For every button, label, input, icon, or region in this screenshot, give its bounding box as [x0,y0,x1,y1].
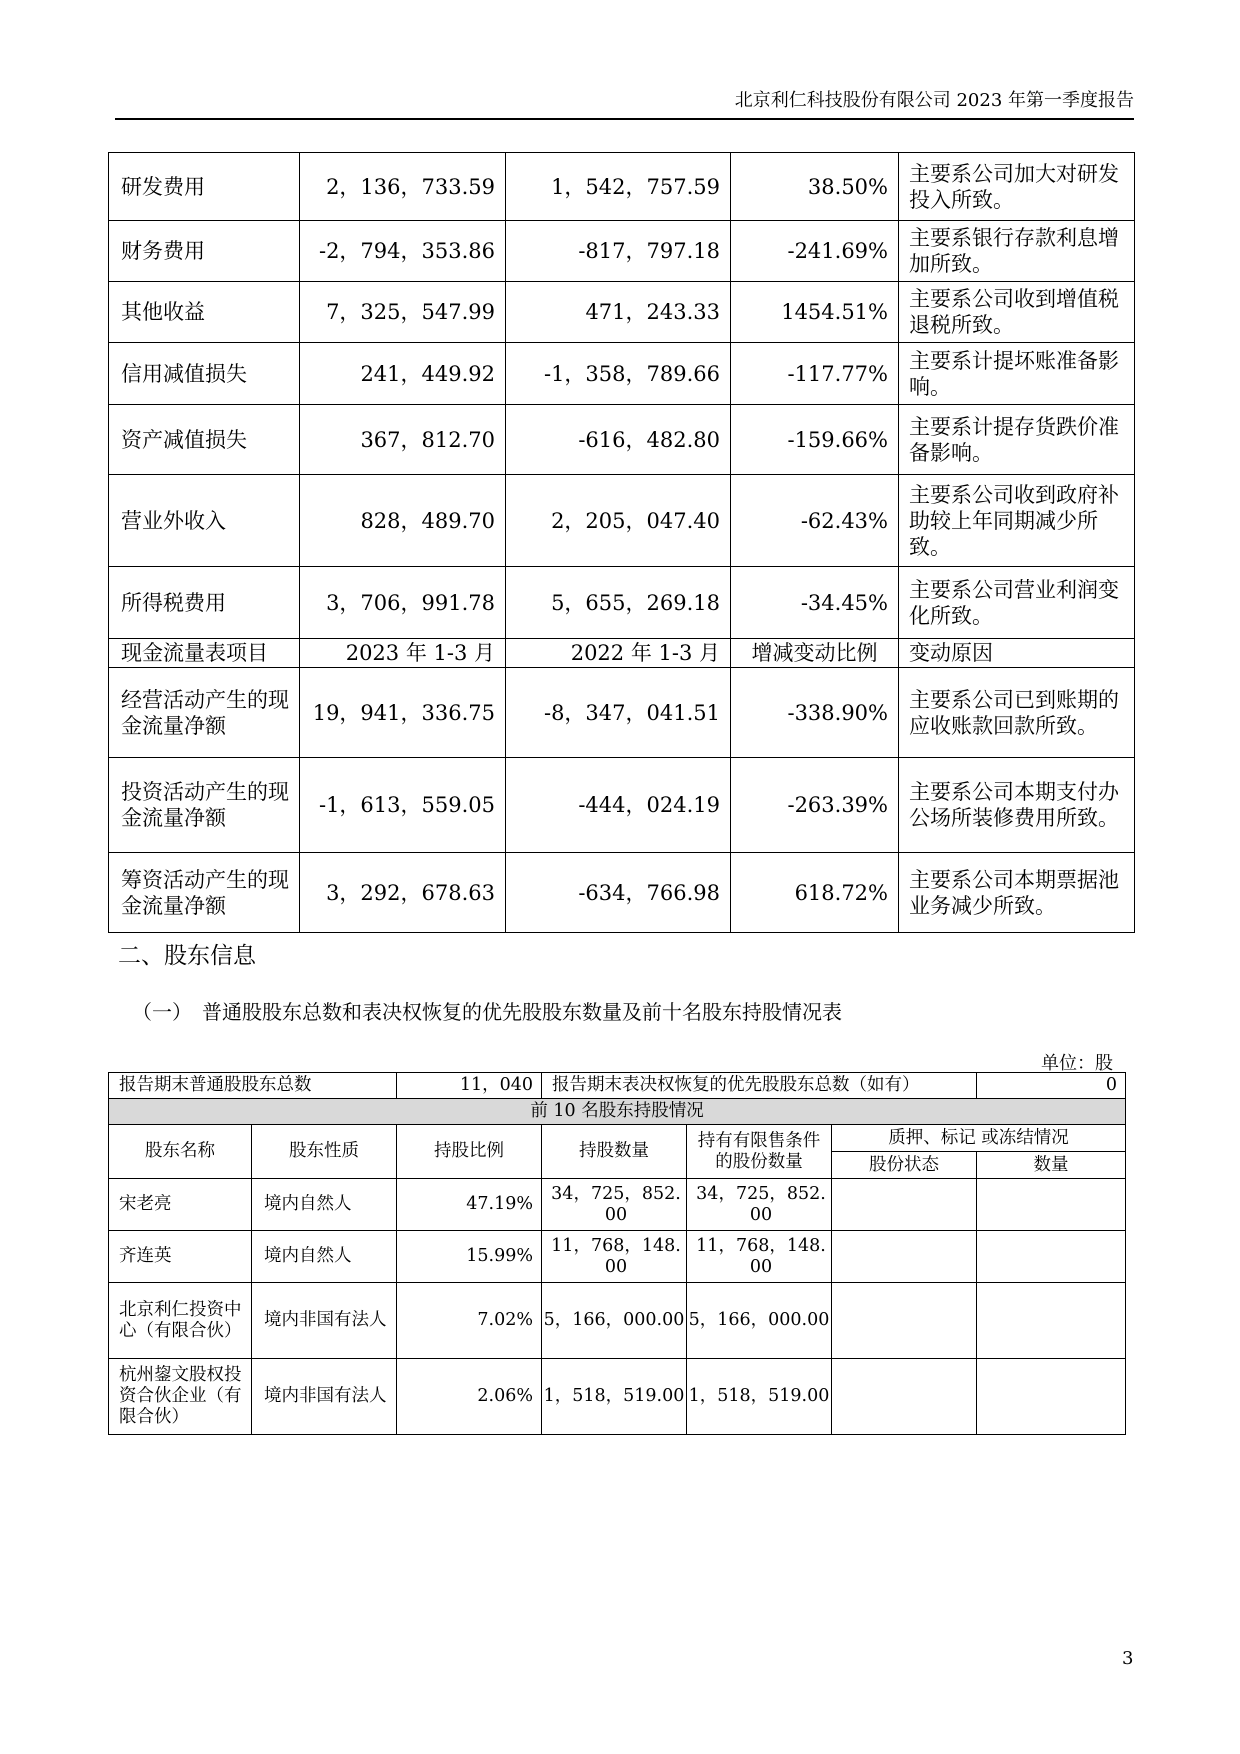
top10-title-row [109,1099,1126,1125]
row-label: 研发费用 [109,153,300,221]
change-reason: 主要系计提坏账准备影响。 [899,343,1135,405]
previous-value: 5，655，269.18 [506,567,731,639]
previous-value: -1，358，789.66 [506,343,731,405]
change-reason: 主要系公司本期支付办公场所装修费用所致。 [899,758,1135,853]
header-name: 股东名称 [109,1125,252,1179]
header-ratio: 持股比例 [397,1125,542,1179]
header-restricted: 持有有限售条件的股份数量 [687,1125,832,1179]
column-header-reason: 变动原因 [899,639,1135,668]
current-value: 2，136，733.59 [300,153,506,221]
change-reason: 主要系公司收到政府补助较上年同期减少所致。 [899,475,1135,567]
pledge-status [832,1359,977,1435]
current-value: 241，449.92 [300,343,506,405]
table-row [109,1179,1126,1231]
shareholder-name: 齐连英 [109,1231,252,1283]
row-label: 财务费用 [109,221,300,282]
current-value: 367，812.70 [300,405,506,475]
section-subtitle: （一） 普通股股东总数和表决权恢复的优先股股东数量及前十名股东持股情况表 [132,1000,842,1024]
share-quantity: 1，518，519.00 [542,1359,687,1435]
change-ratio: -34.45% [731,567,899,639]
table-row [109,853,1135,933]
change-reason: 主要系公司已到账期的应收账款回款所致。 [899,668,1135,758]
table-row [109,668,1135,758]
pledge-quantity [977,1179,1126,1231]
row-label: 资产减值损失 [109,405,300,475]
shareholding-ratio: 47.19% [397,1179,542,1231]
table-row [109,221,1135,282]
table-row [109,343,1135,405]
row-label: 其他收益 [109,282,300,343]
header-pledge-quantity: 数量 [977,1152,1126,1179]
header-row [109,1125,1126,1152]
top10-title: 前 10 名股东持股情况 [109,1099,1126,1125]
row-label: 信用减值损失 [109,343,300,405]
preferred-holders-label: 报告期末表决权恢复的优先股股东总数（如有） [542,1073,977,1099]
change-ratio: -159.66% [731,405,899,475]
table-row [109,405,1135,475]
pledge-quantity [977,1359,1126,1435]
column-header-change: 增减变动比例 [731,639,899,668]
table-row [109,475,1135,567]
column-header-current: 2023 年 1-3 月 [300,639,506,668]
pledge-status [832,1231,977,1283]
share-quantity: 11，768，148.00 [542,1231,687,1283]
change-reason: 主要系计提存货跌价准备影响。 [899,405,1135,475]
column-header-item: 现金流量表项目 [109,639,300,668]
change-ratio: 618.72% [731,853,899,933]
current-value: -2，794，353.86 [300,221,506,282]
restricted-quantity: 5，166，000.00 [687,1283,832,1359]
change-ratio: -62.43% [731,475,899,567]
cash-flow-header-row [109,639,1135,668]
current-value: 7，325，547.99 [300,282,506,343]
shareholding-ratio: 2.06% [397,1359,542,1435]
previous-value: 1，542，757.59 [506,153,731,221]
table-row [109,153,1135,221]
current-value: 19，941，336.75 [300,668,506,758]
row-label: 所得税费用 [109,567,300,639]
change-ratio: 1454.51% [731,282,899,343]
current-value: 828，489.70 [300,475,506,567]
column-header-previous: 2022 年 1-3 月 [506,639,731,668]
restricted-quantity: 1，518，519.00 [687,1359,832,1435]
header-pledge-status: 股份状态 [832,1152,977,1179]
table-row [109,567,1135,639]
table-row [109,1283,1126,1359]
shareholder-name: 宋老亮 [109,1179,252,1231]
previous-value: -8，347，041.51 [506,668,731,758]
header-nature: 股东性质 [252,1125,397,1179]
shareholder-nature: 境内非国有法人 [252,1283,397,1359]
change-reason: 主要系公司收到增值税退税所致。 [899,282,1135,343]
summary-row [109,1073,1126,1099]
shareholder-name: 北京利仁投资中心（有限合伙） [109,1283,252,1359]
shareholder-nature: 境内自然人 [252,1231,397,1283]
restricted-quantity: 11，768，148.00 [687,1231,832,1283]
table-row [109,758,1135,853]
shareholder-nature: 境内非国有法人 [252,1359,397,1435]
previous-value: 2，205，047.40 [506,475,731,567]
restricted-quantity: 34，725，852.00 [687,1179,832,1231]
previous-value: -444，024.19 [506,758,731,853]
page-number: 3 [1122,1648,1134,1669]
share-quantity: 5，166，000.00 [542,1283,687,1359]
change-reason: 主要系银行存款利息增加所致。 [899,221,1135,282]
pledge-quantity [977,1283,1126,1359]
current-value: 3，706，991.78 [300,567,506,639]
previous-value: -817，797.18 [506,221,731,282]
change-reason: 主要系公司营业利润变化所致。 [899,567,1135,639]
row-label: 营业外收入 [109,475,300,567]
previous-value: -616，482.80 [506,405,731,475]
change-ratio: 38.50% [731,153,899,221]
pledge-quantity [977,1231,1126,1283]
common-holders-value: 11，040 [397,1073,542,1099]
change-ratio: -338.90% [731,668,899,758]
change-reason: 主要系公司加大对研发投入所致。 [899,153,1135,221]
table-row [109,1231,1126,1283]
shareholding-ratio: 7.02% [397,1283,542,1359]
previous-value: 471，243.33 [506,282,731,343]
previous-value: -634，766.98 [506,853,731,933]
pledge-status [832,1179,977,1231]
current-value: 3，292，678.63 [300,853,506,933]
current-value: -1，613，559.05 [300,758,506,853]
share-quantity: 34，725，852.00 [542,1179,687,1231]
shareholding-ratio: 15.99% [397,1231,542,1283]
change-ratio: -263.39% [731,758,899,853]
table-row [109,282,1135,343]
shareholder-nature: 境内自然人 [252,1179,397,1231]
row-label: 投资活动产生的现金流量净额 [109,758,300,853]
pledge-status [832,1283,977,1359]
row-label: 筹资活动产生的现金流量净额 [109,853,300,933]
header-pledge: 质押、标记 或冻结情况 [832,1125,1126,1152]
unit-label: 单位：股 [1041,1053,1113,1074]
income-cashflow-change-table [108,152,1135,933]
header-quantity: 持股数量 [542,1125,687,1179]
header-title: 北京利仁科技股份有限公司 2023 年第一季度报告 [734,90,1134,111]
row-label: 经营活动产生的现金流量净额 [109,668,300,758]
section-title: 二、股东信息 [118,943,256,969]
table-row [109,1359,1126,1435]
change-reason: 主要系公司本期票据池业务减少所致。 [899,853,1135,933]
page-header [115,84,1134,120]
shareholder-name: 杭州鋆文股权投资合伙企业（有限合伙） [109,1359,252,1435]
change-ratio: -241.69% [731,221,899,282]
change-ratio: -117.77% [731,343,899,405]
common-holders-label: 报告期末普通股股东总数 [109,1073,397,1099]
shareholder-table [108,1072,1126,1435]
preferred-holders-value: 0 [977,1073,1126,1099]
